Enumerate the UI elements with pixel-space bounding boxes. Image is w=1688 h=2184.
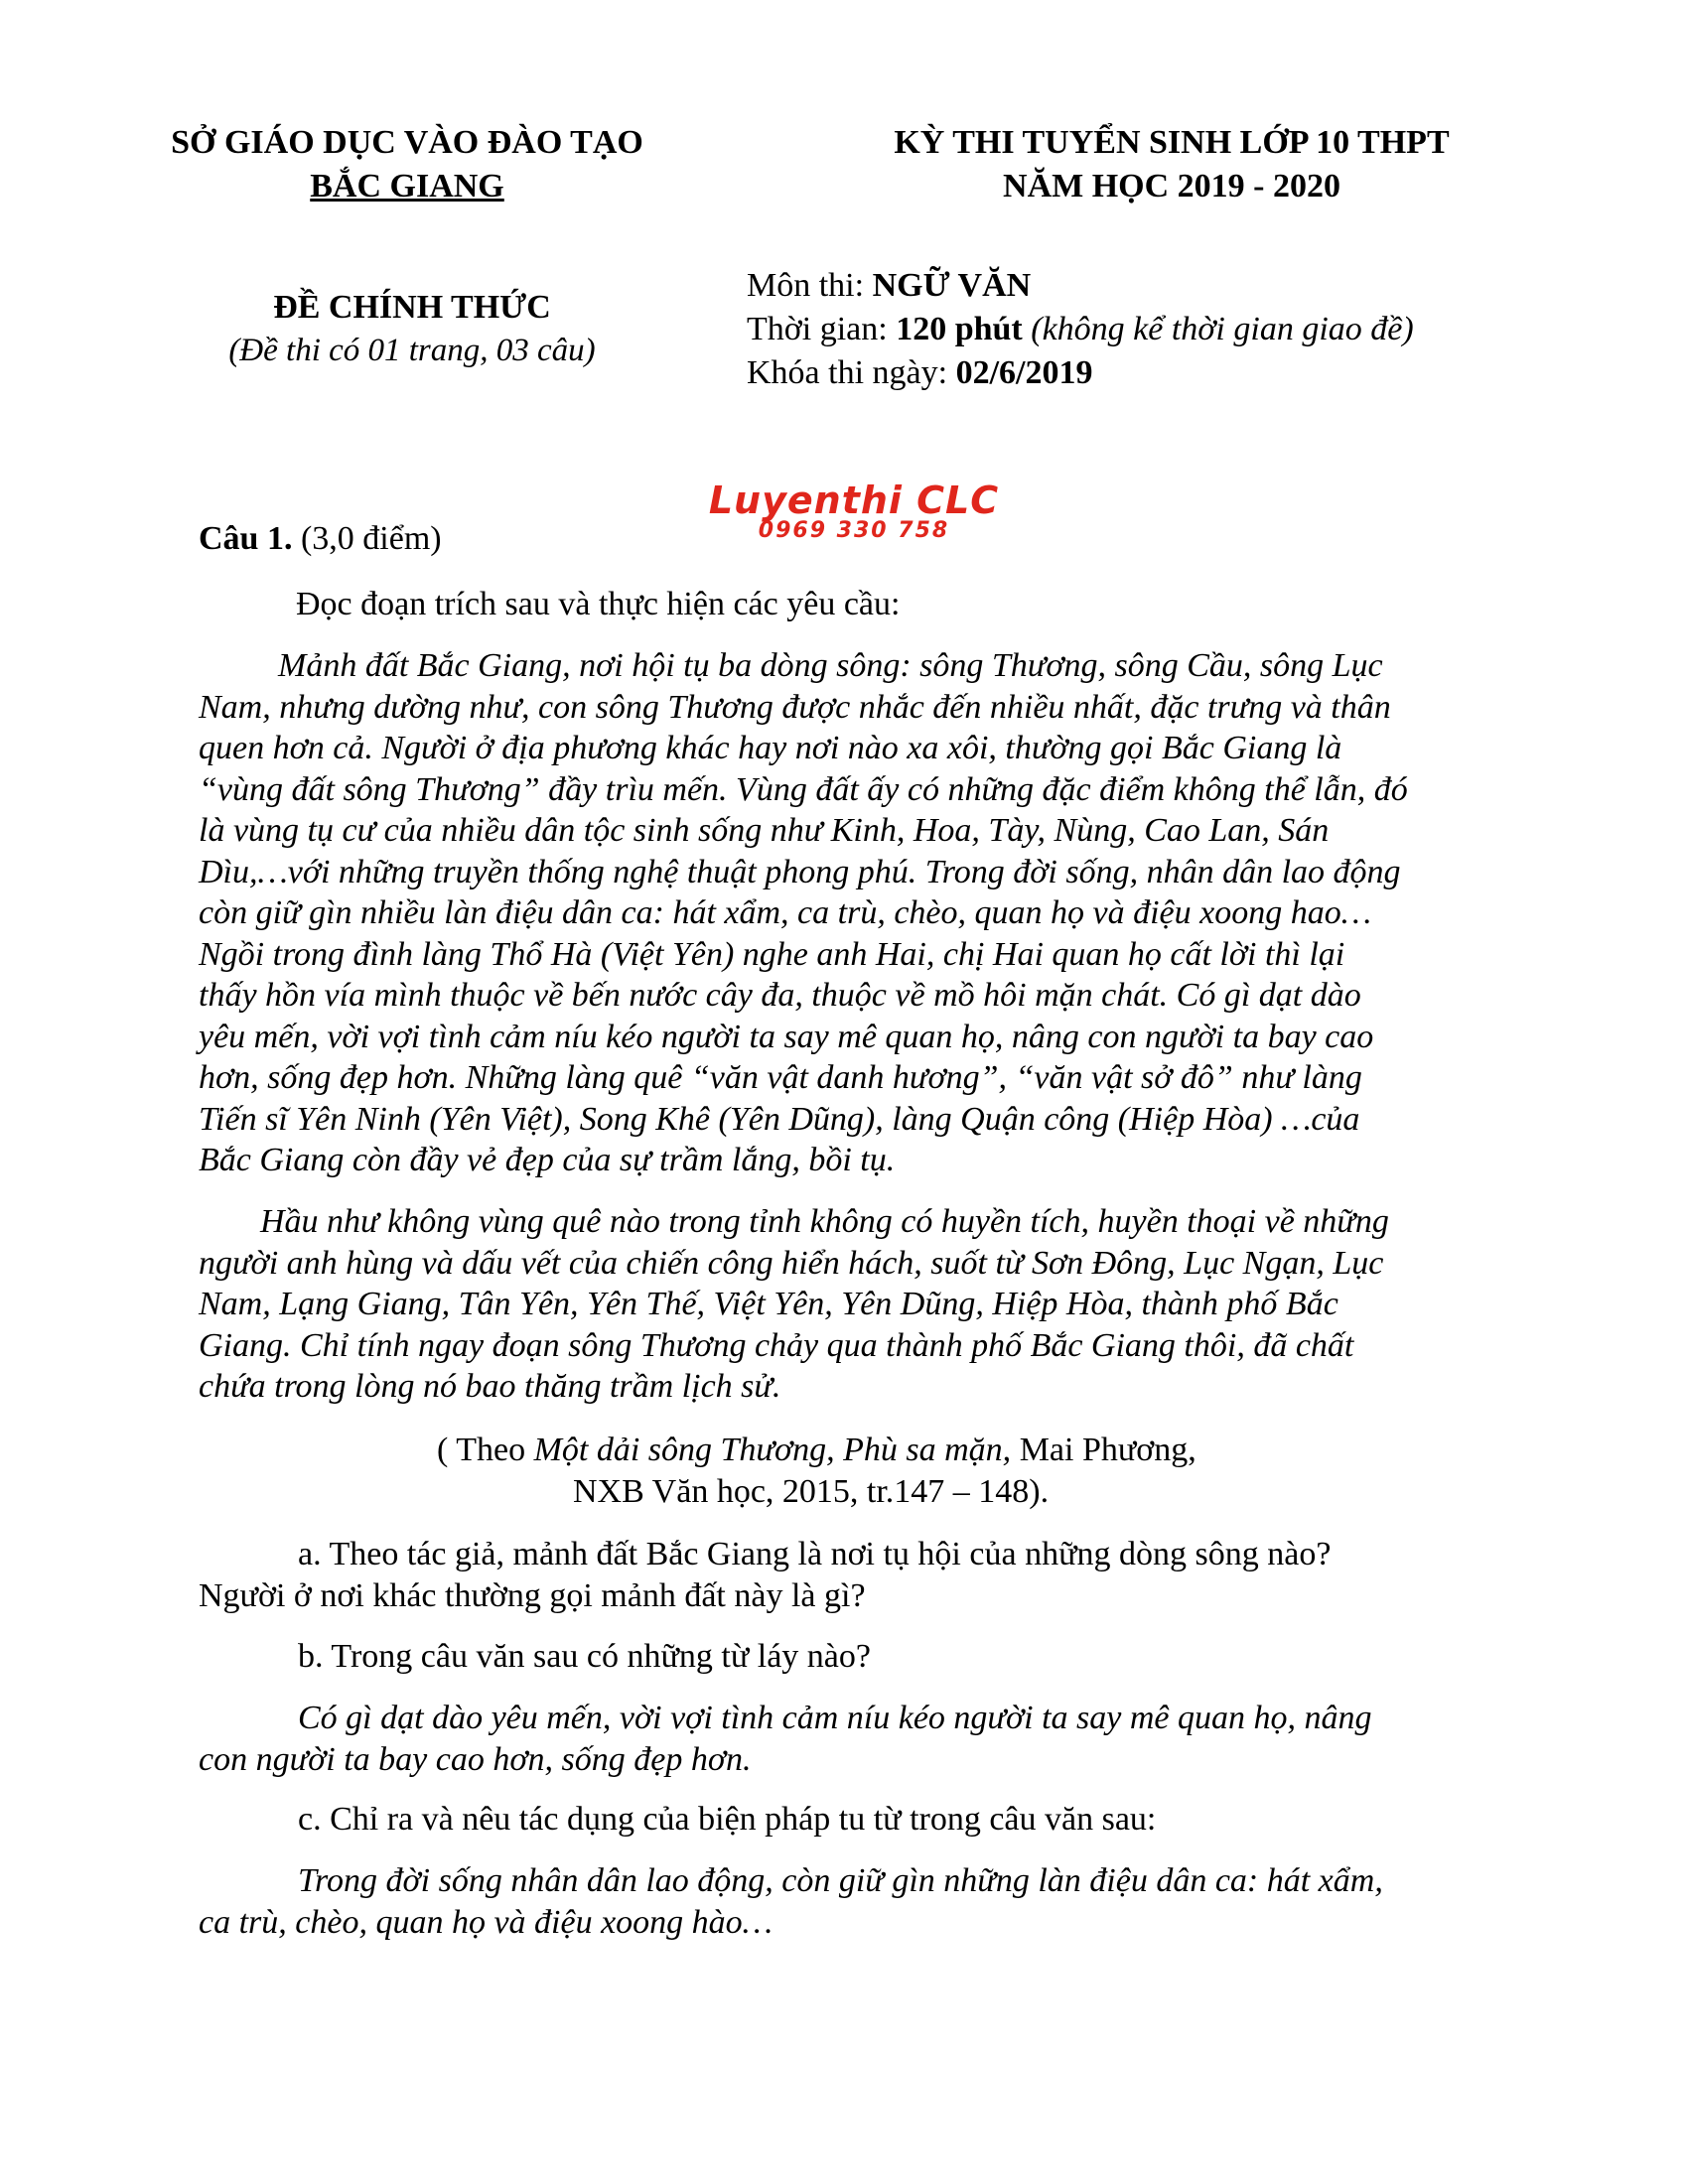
- time-line: Thời gian: 120 phút (không kể thời gian giao đề): [747, 311, 1414, 347]
- passage-line: hơn, sống đẹp hơn. Những làng quê “văn vật danh hương”, “văn vật sở đô” như làng: [199, 1059, 1362, 1096]
- part-b: b. Trong câu văn sau có những từ láy nào?: [298, 1638, 871, 1675]
- source-citation: [437, 1430, 1331, 1512]
- part-c-quote: Trong đời sống nhân dân lao động, còn giữ gìn những làn điệu dân ca: hát xẩm, ca trù, chèo, quan họ và điệu xoong hào…: [199, 1862, 1383, 1941]
- passage-line: yêu mến, vời vợi tình cảm níu kéo người ta say mê quan họ, nâng con người ta bay cao: [199, 1018, 1374, 1055]
- source-line-2: NXB Văn học, 2015, tr.147 – 148).: [573, 1472, 1050, 1510]
- date-value: 02/6/2019: [955, 354, 1093, 391]
- passage-paragraph-2: [199, 1201, 1509, 1408]
- passage-line: Mảnh đất Bắc Giang, nơi hội tụ ba dòng sông: sông Thương, sông Cầu, sông Lục: [278, 647, 1383, 684]
- date-line: Khóa thi ngày: 02/6/2019: [747, 354, 1093, 391]
- instruction: Đọc đoạn trích sau và thực hiện các yêu cầu:: [296, 586, 901, 622]
- passage-line: là vùng tụ cư của nhiều dân tộc sinh sống như Kinh, Hoa, Tày, Nùng, Cao Lan, Sán: [199, 812, 1330, 849]
- passage-line: Hầu như không vùng quê nào trong tỉnh không có huyền tích, huyền thoại về những: [260, 1203, 1389, 1240]
- province-name: BẮC GIANG: [310, 168, 504, 205]
- source-line-1: ( Theo Một dải sông Thương, Phù sa mặn, Mai Phương,: [437, 1432, 1196, 1468]
- passage-line: còn giữ gìn nhiều làn điệu dân ca: hát xẩm, ca trù, chèo, quan họ và điệu xoong hao…: [199, 894, 1371, 931]
- question-points: (3,0 điểm): [292, 520, 442, 557]
- passage-paragraph-1: [199, 645, 1509, 1181]
- passage-line: Tiến sĩ Yên Ninh (Yên Việt), Song Khê (Yên Dũng), làng Quận công (Hiệp Hòa) …của: [199, 1100, 1360, 1138]
- question-heading: [199, 518, 442, 560]
- exam-header: [864, 121, 1479, 208]
- department-header: [129, 121, 685, 208]
- watermark-name: Luyenthi CLC: [708, 478, 1000, 522]
- source-title: Một dải sông Thương, Phù sa mặn,: [533, 1432, 1012, 1468]
- part-c: c. Chỉ ra và nêu tác dụng của biện pháp tu từ trong câu văn sau:: [298, 1801, 1157, 1838]
- watermark-logo: [695, 480, 1013, 542]
- department-name: SỞ GIÁO DỤC VÀO ĐÀO TẠO: [171, 124, 643, 161]
- passage-line: “vùng đất sông Thương” đầy trìu mến. Vùng đất ấy có những đặc điểm không thể lẫn, đó: [199, 770, 1408, 808]
- official-block: [169, 286, 655, 371]
- passage-line: Ngồi trong đình làng Thổ Hà (Việt Yên) nghe anh Hai, chị Hai quan họ cất lời thì lại: [199, 935, 1345, 973]
- time-note: (không kể thời gian giao đề): [1022, 311, 1414, 347]
- passage-line: người anh hùng và dấu vết của chiến công hiển hách, suốt từ Sơn Đông, Lục Ngạn, Lục: [199, 1244, 1384, 1282]
- passage-line: thấy hồn vía mình thuộc về bến nước cây đa, thuộc về mồ hôi mặn chát. Có gì dạt dào: [199, 977, 1361, 1014]
- exam-info: [747, 264, 1640, 395]
- subject-line: Môn thi: NGỮ VĂN: [747, 267, 1032, 304]
- question-label: Câu 1.: [199, 520, 293, 557]
- official-note: (Đề thi có 01 trang, 03 câu): [228, 333, 596, 368]
- passage-line: Nam, Lạng Giang, Tân Yên, Yên Thế, Việt Yên, Yên Dũng, Hiệp Hòa, thành phố Bắc: [199, 1286, 1338, 1322]
- school-year: NĂM HỌC 2019 - 2020: [1003, 168, 1340, 205]
- subject-value: NGỮ VĂN: [872, 267, 1032, 304]
- part-a: a. Theo tác giả, mảnh đất Bắc Giang là nơi tụ hội của những dòng sông nào? Người ở nơi khác thường gọi mảnh đất này là gì?: [199, 1536, 1332, 1614]
- passage-line: Bắc Giang còn đầy vẻ đẹp của sự trầm lắng, bồi tụ.: [199, 1142, 896, 1178]
- passage-line: Nam, nhưng dường như, con sông Thương được nhắc đến nhiều nhất, đặc trưng và thân: [199, 688, 1391, 726]
- part-b-quote: Có gì dạt dào yêu mến, vời vợi tình cảm níu kéo người ta say mê quan họ, nâng con người ta bay cao hơn, sống đẹp hơn.: [199, 1700, 1372, 1778]
- official-label: ĐỀ CHÍNH THỨC: [273, 289, 551, 326]
- exam-title: KỲ THI TUYỂN SINH LỚP 10 THPT: [894, 124, 1450, 161]
- passage-line: Giang. Chỉ tính ngay đoạn sông Thương chảy qua thành phố Bắc Giang thôi, đã chất: [199, 1326, 1354, 1364]
- passage-line: Dìu,…với những truyền thống nghệ thuật phong phú. Trong đời sống, nhân dân lao động: [199, 853, 1401, 890]
- passage-line: quen hơn cả. Người ở địa phương khác hay nơi nào xa xôi, thường gọi Bắc Giang là: [199, 730, 1342, 766]
- watermark-phone: 0969 330 758: [758, 518, 950, 543]
- passage-line: chứa trong lòng nó bao thăng trầm lịch sử.: [199, 1368, 781, 1405]
- time-value: 120 phút: [896, 311, 1023, 347]
